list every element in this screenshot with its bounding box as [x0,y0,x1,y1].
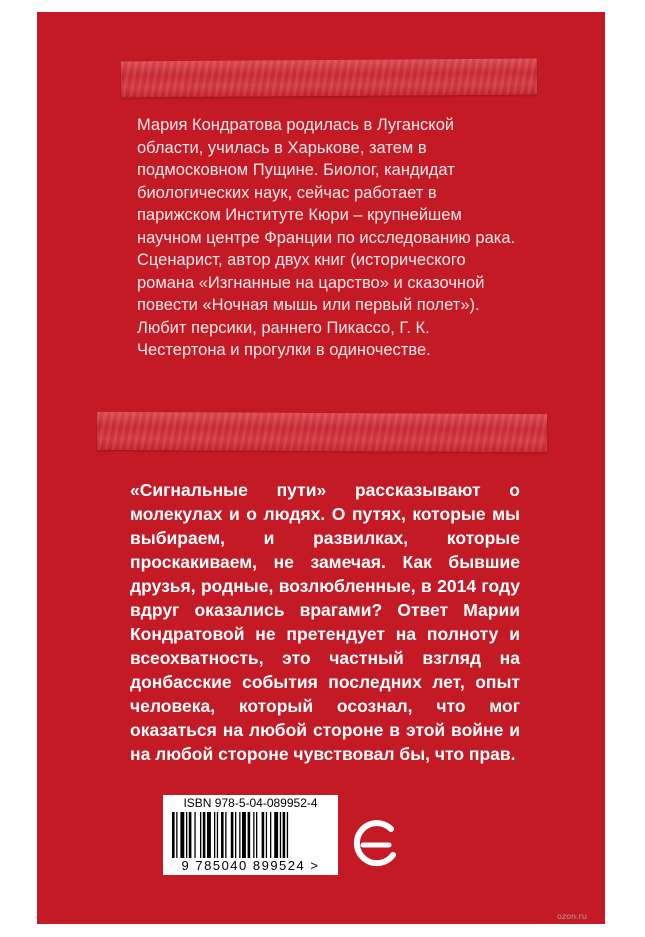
eksmo-e-logo-icon [351,817,401,871]
red-tape-strip-middle [97,412,547,452]
red-tape-strip-top [121,59,537,98]
barcode [163,795,338,875]
isbn-text: ISBN 978-5-04-089952-4 [183,796,318,810]
book-annotation: «Сигнальные пути» рассказывают о молекулах и о людях. О путях, которые мы выбираем, и развилках, которые проскакиваем, не замечая. Как бывшие друзья, родные, возлюбленные, в 2014 году вдруг оказались врагами? Ответ Марии Кондратовой не претендует на полноту и всеохватность, это частный взгляд на донбасские события последних лет, опыт человека, который осознал, что мог оказаться на любой стороне в этой войне и на любой стороне чувствовал бы, что прав. [130,480,520,764]
barcode-bars [170,812,331,858]
author-bio: Мария Кондратова родилась в Луганской области, училась в Харькове, затем в подмосковном Пущине. Биолог, кандидат биологических наук, сейчас работает в парижском Институте Кюри – крупнейшем научном центре Франции по исследованию рака. Сценарист, автор двух книг (исторического романа «Изгнанные на царство» и сказочной повести «Ночная мышь или первый полет»). Любит персики, раннего Пикассо, Г. К. Честертона и прогулки в одиночестве. [137,116,516,359]
book-back-cover [37,12,605,924]
watermark: ozon.ru [557,912,587,921]
barcode-digits: 9 785040 899524 > [181,858,320,873]
